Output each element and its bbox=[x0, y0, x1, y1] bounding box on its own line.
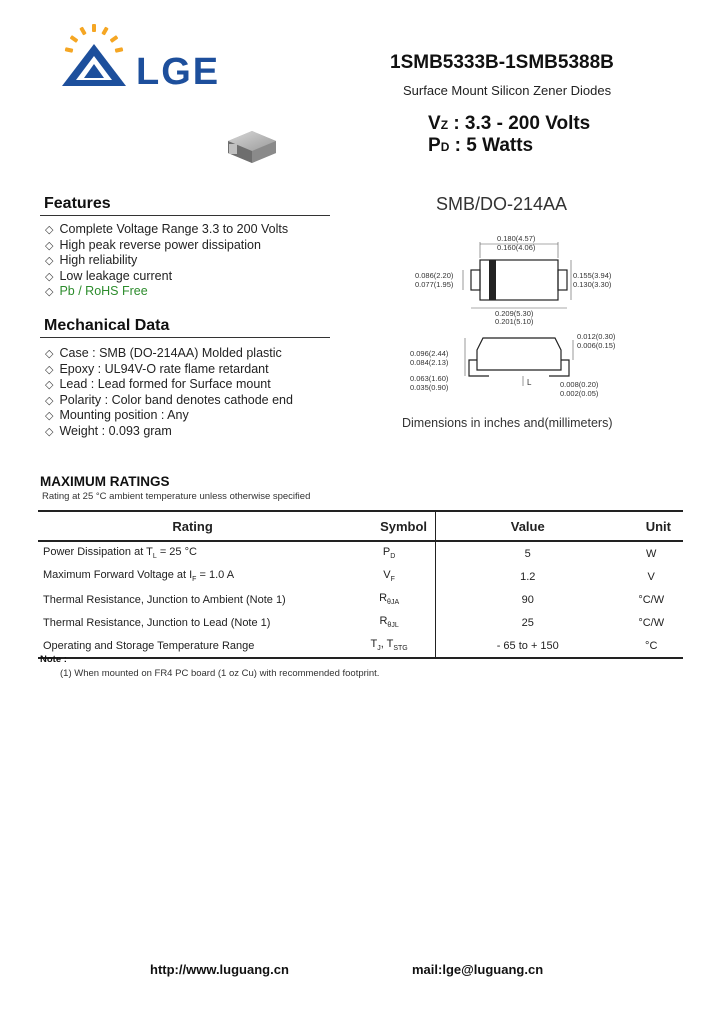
spec-vz-value: : 3.3 - 200 Volts bbox=[453, 113, 591, 134]
footer-email-link[interactable]: mail:lge@luguang.cn bbox=[412, 962, 544, 977]
list-item: ◇ Polarity : Color band denotes cathode end bbox=[45, 392, 293, 407]
dim-foot-min: 0.035(0.90) bbox=[410, 383, 449, 392]
list-item: ◇ Weight : 0.093 gram bbox=[45, 423, 172, 438]
dim-top-width-min: 0.160(4.06) bbox=[497, 243, 536, 252]
spec-pd bbox=[428, 135, 533, 158]
list-item bbox=[45, 284, 288, 300]
list-item: ◇ Low leakage current bbox=[45, 268, 173, 283]
part-range-title: 1SMB5333B-1SMB5388B bbox=[390, 52, 614, 73]
chip-package-image bbox=[226, 127, 278, 167]
table-row bbox=[38, 588, 683, 611]
mechanical-divider bbox=[40, 337, 330, 338]
package-dimension-drawing bbox=[405, 228, 620, 408]
cell-symbol: $T_J$, $T_{STG}$ bbox=[343, 634, 435, 658]
spec-vz-symbol: V bbox=[428, 113, 441, 134]
dim-left-h-max: 0.086(2.20) bbox=[415, 271, 454, 280]
table-row bbox=[38, 541, 683, 565]
features-title: Features bbox=[44, 195, 111, 212]
list-item: ◇ High peak reverse power dissipation bbox=[45, 237, 261, 252]
cell-value: - 65 to + 150 bbox=[496, 639, 559, 652]
list-item: ◇ High reliability bbox=[45, 253, 138, 268]
dim-stand-max: 0.008(0.20) bbox=[560, 380, 599, 389]
features-divider bbox=[40, 215, 330, 216]
diamond-bullet-icon: ◇ bbox=[45, 224, 54, 236]
col-value: Value bbox=[510, 518, 545, 534]
dim-top-width-max: 0.180(4.57) bbox=[497, 234, 536, 243]
pb-free-label: Pb / RoHS Free bbox=[59, 284, 148, 299]
cell-value: 5 bbox=[524, 547, 531, 560]
diamond-bullet-icon: ◇ bbox=[45, 255, 54, 268]
diamond-bullet-icon: ◇ bbox=[45, 394, 54, 407]
dim-label-l: L bbox=[527, 378, 532, 387]
diamond-bullet-icon: ◇ bbox=[45, 348, 54, 360]
col-unit: Unit bbox=[645, 518, 671, 534]
list-item: ◇ Mounting position : Any bbox=[45, 408, 189, 423]
cell-unit: °C/W bbox=[638, 616, 665, 629]
ratings-title: MAXIMUM RATINGS bbox=[40, 474, 170, 489]
spec-vz bbox=[428, 113, 590, 136]
list-item: ◇ Epoxy : UL94V-O rate flame retardant bbox=[45, 361, 269, 376]
list-item: ◇ Lead : Lead formed for Surface mount bbox=[45, 377, 271, 392]
diamond-bullet-icon: ◇ bbox=[45, 410, 54, 423]
package-title: SMB/DO-214AA bbox=[436, 194, 568, 214]
dim-len-max: 0.209(5.30) bbox=[495, 309, 534, 318]
cell-rating: Power Dissipation at $T_L = 25$ °C bbox=[43, 546, 197, 561]
diamond-bullet-icon: ◇ bbox=[45, 379, 54, 392]
cell-rating: Operating and Storage Temperature Range bbox=[43, 639, 255, 652]
diamond-bullet-icon: ◇ bbox=[45, 270, 54, 283]
table-row bbox=[38, 634, 683, 658]
diamond-bullet-icon: ◇ bbox=[45, 286, 54, 299]
footer-website-link[interactable]: http://www.luguang.cn bbox=[150, 962, 289, 977]
features-list bbox=[45, 222, 288, 300]
ratings-subtitle: Rating at 25 °C ambient temperature unless otherwise specified bbox=[42, 491, 311, 502]
cell-value: 1.2 bbox=[520, 570, 536, 583]
mechanical-list bbox=[45, 346, 293, 440]
dimension-note: Dimensions in inches and(millimeters) bbox=[402, 416, 613, 430]
spec-pd-value: : 5 Watts bbox=[454, 135, 534, 156]
cell-rating: Thermal Resistance, Junction to Ambient (Note 1) bbox=[43, 593, 286, 606]
dim-height-min: 0.084(2.13) bbox=[410, 358, 449, 367]
spec-vz-sub: Z bbox=[440, 118, 449, 132]
ratings-table bbox=[38, 510, 683, 659]
cell-value: 90 bbox=[521, 593, 534, 606]
cell-rating: Thermal Resistance, Junction to Lead (Note 1) bbox=[43, 616, 271, 629]
cell-rating: Maximum Forward Voltage at $I_F = 1.0$ A bbox=[43, 569, 235, 584]
spec-pd-sub: D bbox=[440, 140, 450, 154]
mechanical-title: Mechanical Data bbox=[44, 317, 170, 334]
dim-left-h-min: 0.077(1.95) bbox=[415, 280, 454, 289]
diamond-bullet-icon: ◇ bbox=[45, 363, 54, 376]
dim-stand-min: 0.002(0.05) bbox=[560, 389, 599, 398]
list-item: ◇ Case : SMB (DO-214AA) Molded plastic bbox=[45, 346, 282, 360]
spec-pd-symbol: P bbox=[428, 135, 441, 156]
brand-name: LGE bbox=[136, 51, 221, 93]
dim-side-lead-max: 0.012(0.30) bbox=[577, 332, 616, 341]
dim-foot-max: 0.063(1.60) bbox=[410, 374, 449, 383]
cell-unit: °C bbox=[645, 639, 658, 652]
cell-unit: V bbox=[647, 570, 655, 583]
dim-len-min: 0.201(5.10) bbox=[495, 317, 534, 326]
diamond-bullet-icon: ◇ bbox=[45, 425, 54, 438]
dim-side-lead-min: 0.006(0.15) bbox=[577, 341, 616, 350]
brand-logo-icon bbox=[56, 22, 134, 90]
cell-unit: °C/W bbox=[638, 593, 665, 606]
table-row bbox=[38, 611, 683, 634]
dim-height-max: 0.096(2.44) bbox=[410, 349, 449, 358]
col-symbol: Symbol bbox=[343, 511, 435, 541]
cell-symbol: $R_{\theta JL}$ bbox=[343, 611, 435, 634]
dim-right-h-max: 0.155(3.94) bbox=[573, 271, 612, 280]
dim-right-h-min: 0.130(3.30) bbox=[573, 280, 612, 289]
cell-symbol: $P_D$ bbox=[343, 541, 435, 565]
note-item: (1) When mounted on FR4 PC board (1 oz Cu) with recommended footprint. bbox=[60, 668, 380, 679]
col-rating: Rating bbox=[172, 518, 213, 534]
note-label: Note : bbox=[40, 654, 67, 665]
diamond-bullet-icon: ◇ bbox=[45, 239, 54, 252]
table-row bbox=[38, 565, 683, 588]
list-item: ◇ Complete Voltage Range 3.3 to 200 Volts bbox=[45, 222, 289, 236]
cell-symbol: $R_{\theta JA}$ bbox=[343, 588, 435, 611]
cell-unit: W bbox=[646, 547, 657, 560]
cell-symbol: $V_F$ bbox=[343, 565, 435, 588]
table-header-row bbox=[38, 511, 683, 541]
product-subtitle: Surface Mount Silicon Zener Diodes bbox=[403, 83, 612, 98]
cell-value: 25 bbox=[521, 616, 534, 629]
